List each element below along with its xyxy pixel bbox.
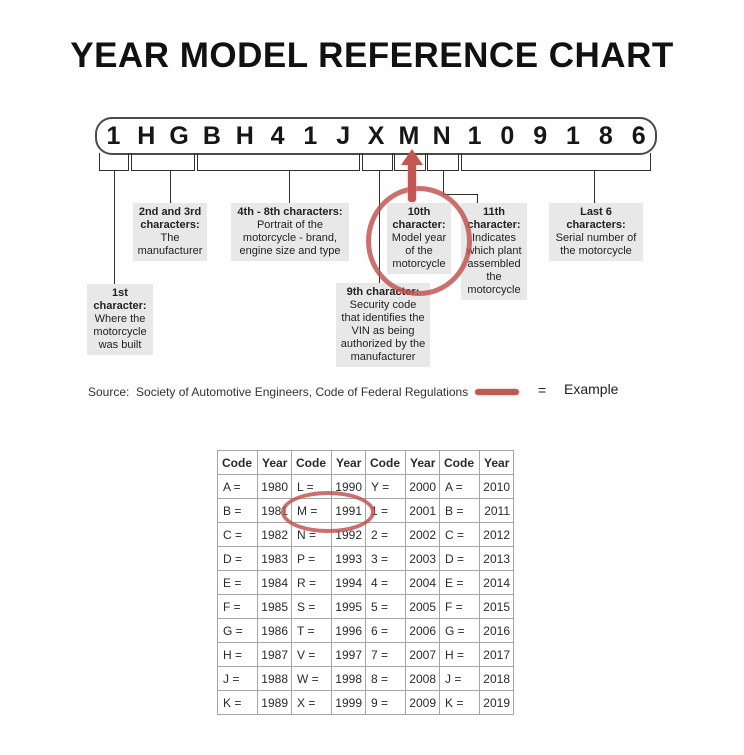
- vin-character: 1: [467, 121, 482, 150]
- code-cell: J =: [440, 667, 480, 691]
- table-row: [218, 571, 514, 595]
- code-cell: 3 =: [366, 547, 406, 571]
- year-cell: 2001: [406, 499, 440, 523]
- red-arrow-icon: [408, 163, 416, 202]
- year-cell: 2013: [480, 547, 514, 571]
- source-text: Source: Society of Automotive Engineers, Code of Federal Regulations: [88, 385, 469, 399]
- vin-character: N: [432, 121, 451, 150]
- year-cell: 1981: [258, 499, 292, 523]
- callout-body: The manufacturer: [137, 232, 203, 257]
- example-label: Example: [564, 381, 619, 397]
- table-header-cell: Code: [218, 451, 258, 475]
- code-cell: K =: [218, 691, 258, 715]
- table-header-cell: Code: [366, 451, 406, 475]
- code-cell: B =: [218, 499, 258, 523]
- code-cell: 4 =: [366, 571, 406, 595]
- callout-body: Model year of the motorcycle: [391, 232, 447, 270]
- callout-heading: 2nd and 3rd characters:: [138, 206, 202, 231]
- code-cell: E =: [218, 571, 258, 595]
- code-cell: E =: [440, 571, 480, 595]
- vin-character: 1: [106, 121, 121, 150]
- year-cell: 2018: [480, 667, 514, 691]
- vin-character: 8: [598, 121, 613, 150]
- table-header-cell: Year: [258, 451, 292, 475]
- bracket-11th-char: [427, 153, 459, 171]
- vin-character: B: [202, 121, 221, 150]
- year-cell: 1985: [258, 595, 292, 619]
- code-cell: P =: [292, 547, 332, 571]
- code-cell: L =: [292, 475, 332, 499]
- callout-4th-8th-characters: [231, 203, 349, 261]
- code-cell: B =: [440, 499, 480, 523]
- year-cell: 1988: [258, 667, 292, 691]
- code-cell: Y =: [366, 475, 406, 499]
- table-header: [218, 451, 514, 475]
- year-cell: 2003: [406, 547, 440, 571]
- year-cell: 1991: [332, 499, 366, 523]
- year-cell: 2006: [406, 619, 440, 643]
- year-cell: 2008: [406, 667, 440, 691]
- page-title: YEAR MODEL REFERENCE CHART: [70, 36, 674, 75]
- code-cell: G =: [218, 619, 258, 643]
- year-cell: 1982: [258, 523, 292, 547]
- red-circle-table-annotation: [281, 491, 375, 533]
- connector-4th-8th: [289, 170, 290, 203]
- code-cell: 5 =: [366, 595, 406, 619]
- vin-character: M: [398, 121, 420, 150]
- year-cell: 1994: [332, 571, 366, 595]
- year-cell: 1989: [258, 691, 292, 715]
- year-cell: 2019: [480, 691, 514, 715]
- code-cell: R =: [292, 571, 332, 595]
- code-cell: F =: [440, 595, 480, 619]
- year-cell: 1990: [332, 475, 366, 499]
- year-cell: 1993: [332, 547, 366, 571]
- code-cell: N =: [292, 523, 332, 547]
- code-cell: M =: [292, 499, 332, 523]
- year-cell: 1997: [332, 643, 366, 667]
- code-cell: A =: [218, 475, 258, 499]
- table-row: [218, 475, 514, 499]
- year-cell: 2012: [480, 523, 514, 547]
- table-header-cell: Code: [292, 451, 332, 475]
- year-cell: 2016: [480, 619, 514, 643]
- bracket-last-6: [461, 153, 651, 171]
- bracket-4th-8th: [197, 153, 360, 171]
- vin-character: 6: [631, 121, 646, 150]
- year-cell: 2007: [406, 643, 440, 667]
- equals-sign: =: [538, 382, 547, 398]
- table-row: [218, 523, 514, 547]
- code-cell: G =: [440, 619, 480, 643]
- year-cell: 1987: [258, 643, 292, 667]
- callout-heading: Last 6 characters:: [566, 206, 626, 231]
- code-cell: 8 =: [366, 667, 406, 691]
- year-cell: 1996: [332, 619, 366, 643]
- example-marker-line: [475, 389, 519, 395]
- vin-character: 9: [533, 121, 548, 150]
- code-cell: C =: [440, 523, 480, 547]
- callout-2nd-3rd-characters: [133, 203, 207, 261]
- bracket-2nd-3rd: [131, 153, 195, 171]
- bracket-1st-char: [99, 153, 129, 171]
- year-cell: 2010: [480, 475, 514, 499]
- vin-character: J: [336, 121, 351, 150]
- code-cell: D =: [440, 547, 480, 571]
- table-header-cell: Code: [440, 451, 480, 475]
- year-code-table: [217, 450, 514, 715]
- red-arrow-icon: [401, 149, 423, 165]
- vin-number-box: [95, 117, 657, 155]
- vin-character: 1: [303, 121, 318, 150]
- connector-last-6: [594, 170, 595, 203]
- code-cell: X =: [292, 691, 332, 715]
- table-header-cell: Year: [332, 451, 366, 475]
- callout-body: Serial number of the motorcycle: [555, 232, 637, 257]
- year-cell: 2015: [480, 595, 514, 619]
- table-header-cell: Year: [480, 451, 514, 475]
- code-cell: H =: [218, 643, 258, 667]
- vin-character: H: [235, 121, 254, 150]
- year-cell: 1998: [332, 667, 366, 691]
- year-cell: 1980: [258, 475, 292, 499]
- code-cell: V =: [292, 643, 332, 667]
- callout-body: Indicates which plant assembled the motorcycle: [466, 232, 522, 296]
- connector-2nd-3rd: [170, 170, 171, 203]
- table-header-cell: Year: [406, 451, 440, 475]
- table-row: [218, 667, 514, 691]
- vin-character: 4: [270, 121, 285, 150]
- year-cell: 2011: [480, 499, 514, 523]
- callout-body: Security code that identifies the VIN as being authorized by the manufacturer: [340, 299, 426, 363]
- code-cell: D =: [218, 547, 258, 571]
- code-cell: 6 =: [366, 619, 406, 643]
- table-row: [218, 595, 514, 619]
- table-row: [218, 547, 514, 571]
- year-cell: 2014: [480, 571, 514, 595]
- connector-1st: [114, 170, 115, 285]
- callout-body: Portrait of the motorcycle - brand, engine size and type: [239, 219, 341, 257]
- year-cell: 1984: [258, 571, 292, 595]
- year-cell: 2009: [406, 691, 440, 715]
- year-cell: 2002: [406, 523, 440, 547]
- vin-character: X: [367, 121, 385, 150]
- code-cell: H =: [440, 643, 480, 667]
- vin-character: H: [137, 121, 156, 150]
- code-cell: 1 =: [366, 499, 406, 523]
- callout-last-6-characters: [549, 203, 643, 261]
- vin-character: G: [169, 121, 189, 150]
- bracket-9th-char: [362, 153, 393, 171]
- year-cell: 1992: [332, 523, 366, 547]
- year-cell: 1986: [258, 619, 292, 643]
- callout-heading: 1st character:: [93, 287, 147, 312]
- table-header-row: [218, 451, 514, 475]
- table-row: [218, 643, 514, 667]
- year-cell: 2004: [406, 571, 440, 595]
- code-cell: S =: [292, 595, 332, 619]
- table-row: [218, 691, 514, 715]
- code-cell: K =: [440, 691, 480, 715]
- code-cell: J =: [218, 667, 258, 691]
- callout-heading: 9th character:: [346, 286, 420, 298]
- vin-character: 1: [566, 121, 580, 150]
- year-cell: 1983: [258, 547, 292, 571]
- year-cell: 2000: [406, 475, 440, 499]
- red-circle-annotation: [366, 186, 472, 296]
- code-cell: T =: [292, 619, 332, 643]
- callout-heading: 11th character:: [467, 206, 521, 231]
- callout-heading: 10th character:: [392, 206, 446, 231]
- year-cell: 1995: [332, 595, 366, 619]
- callout-1st-character: [87, 284, 153, 355]
- year-cell: 1999: [332, 691, 366, 715]
- code-cell: C =: [218, 523, 258, 547]
- code-cell: W =: [292, 667, 332, 691]
- code-cell: 7 =: [366, 643, 406, 667]
- code-cell: 2 =: [366, 523, 406, 547]
- callout-body: Where the motorcycle was built: [93, 313, 147, 351]
- year-cell: 2005: [406, 595, 440, 619]
- year-cell: 2017: [480, 643, 514, 667]
- callout-heading: 4th - 8th characters:: [237, 206, 343, 218]
- vin-character: 0: [500, 121, 515, 150]
- table-row: [218, 619, 514, 643]
- code-cell: 9 =: [366, 691, 406, 715]
- code-cell: F =: [218, 595, 258, 619]
- code-cell: A =: [440, 475, 480, 499]
